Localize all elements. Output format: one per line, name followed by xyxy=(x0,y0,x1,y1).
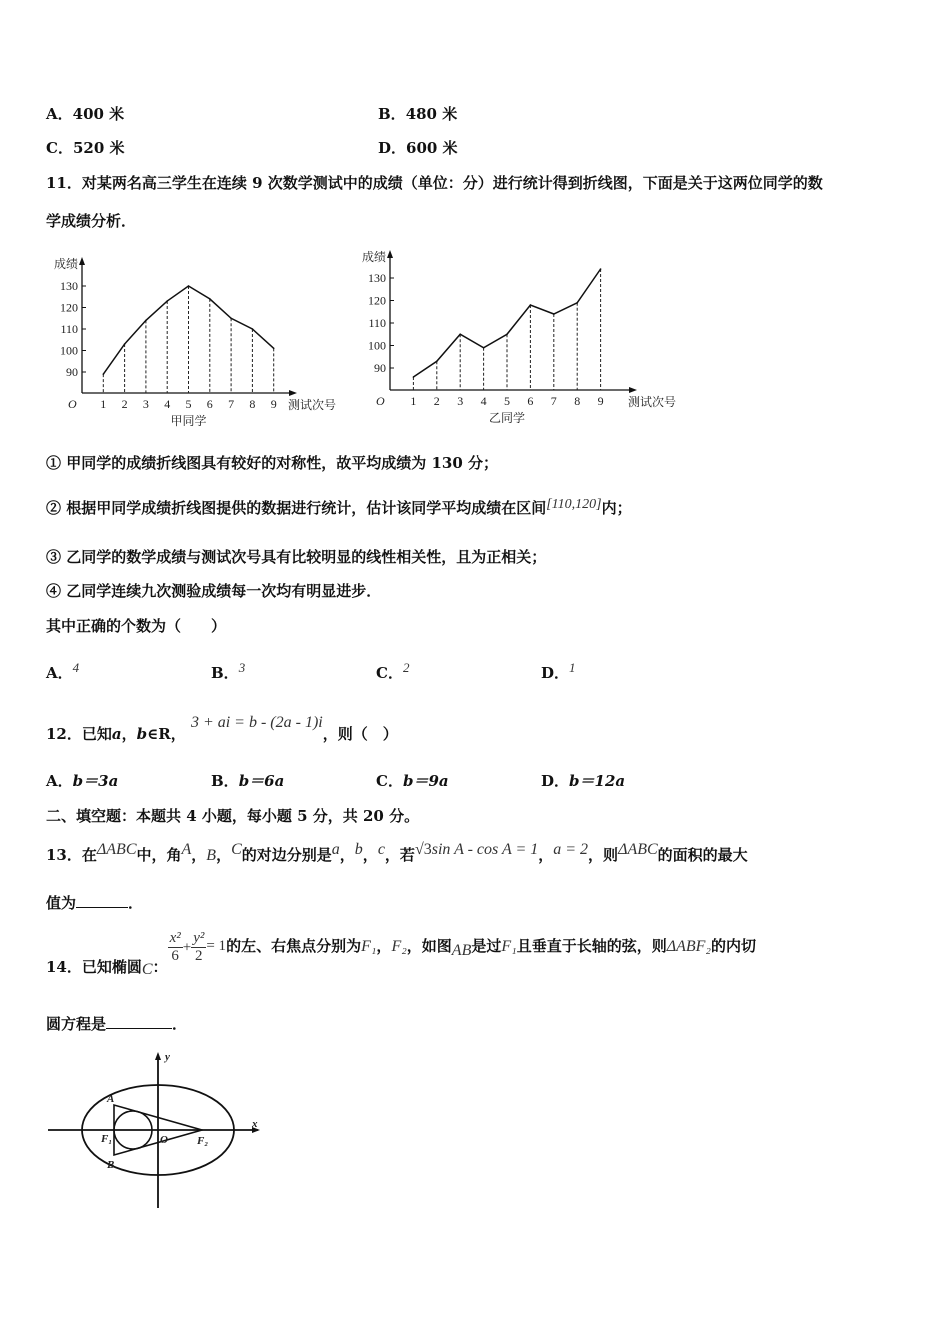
q10-option-d: D．600 米 xyxy=(378,139,458,157)
ellipse-figure xyxy=(44,1048,274,1213)
point-b-label: B xyxy=(107,1159,115,1171)
point-a-label: A xyxy=(107,1093,115,1105)
q11-statement-4: ④ 乙同学连续九次测验成绩每一次均有明显进步． xyxy=(46,582,382,600)
data-point xyxy=(576,302,578,304)
x-axis-arrow xyxy=(629,387,637,393)
q12-option-b: B．b＝6a xyxy=(211,772,285,790)
f2-label: F₂ xyxy=(197,1135,209,1147)
y-tick-label: 90 xyxy=(374,361,386,375)
q12-option-d: D．b＝12a xyxy=(541,772,626,790)
data-point xyxy=(230,317,232,319)
origin-label: O xyxy=(160,1134,168,1146)
y-tick-label: 110 xyxy=(60,322,78,336)
series-line xyxy=(103,286,273,374)
x-axis-label: 测试次号 xyxy=(288,398,337,412)
y-axis-arrow xyxy=(79,257,85,265)
y-axis-arrow xyxy=(387,250,393,258)
data-point xyxy=(459,333,461,335)
q10-option-c: C．520 米 xyxy=(46,139,125,157)
x-axis-arrow xyxy=(289,390,297,396)
x-tick-label: 4 xyxy=(480,394,487,408)
q11-option-c: C．2 xyxy=(376,660,410,682)
q11-statement-3: ③ 乙同学的数学成绩与测试次号具有比较明显的线性相关性，且为正相关； xyxy=(46,548,547,566)
q11-stem-line2: 学成绩分析． xyxy=(46,212,137,230)
data-point xyxy=(166,300,168,302)
y-tick-label: 130 xyxy=(368,271,386,285)
y-label: y xyxy=(165,1051,170,1063)
x-tick-label: 1 xyxy=(100,397,107,411)
q11-ask: 其中正确的个数为（ ） xyxy=(46,617,227,635)
x-tick-label: 8 xyxy=(249,397,256,411)
x-tick-label: 6 xyxy=(527,394,534,408)
q11-option-a: A．4 xyxy=(46,660,80,682)
data-point xyxy=(553,313,555,315)
data-point xyxy=(600,268,602,270)
data-point xyxy=(530,304,532,306)
q12-equation: 3 + ai = b - (2a - 1)i xyxy=(190,714,323,731)
q11-stem-line1: 11．对某两名高三学生在连续 9 次数学测试中的成绩（单位：分）进行统计得到折线图，下面是关于这两位同学的数 xyxy=(46,174,823,192)
q13-stem: 13．在ΔABC中，角A，B，C的对边分别是a，b，c，若√3sin A - cos A = 1，a = 2，则ΔABC的面积的最大 xyxy=(46,841,748,864)
x-tick-label: 3 xyxy=(457,394,464,408)
q13-answer-blank xyxy=(76,895,128,908)
x-tick-label: 2 xyxy=(121,397,128,411)
data-point xyxy=(209,298,211,300)
q13-line2: 值为 ． xyxy=(46,894,144,912)
origin-label: O xyxy=(376,394,385,408)
q11-statement-2: ② 根据甲同学成绩折线图提供的数据进行统计，估计该同学平均成绩在区间[110,120]内； xyxy=(46,497,632,517)
data-point xyxy=(273,348,275,350)
q11-option-d: D．1 xyxy=(541,660,576,682)
x-axis-label: 测试次号 xyxy=(628,395,677,409)
data-point xyxy=(103,373,105,375)
section-2-heading: 二、填空题：本题共 4 小题，每小题 5 分，共 20 分。 xyxy=(46,807,420,825)
interval-110-120: [110,120] xyxy=(546,497,602,512)
chart-title: 甲同学 xyxy=(170,414,207,428)
y-tick-label: 130 xyxy=(60,279,78,293)
data-point xyxy=(252,328,254,330)
x-tick-label: 5 xyxy=(185,397,192,411)
data-point xyxy=(124,343,126,345)
x-label: x xyxy=(252,1118,258,1130)
q14-answer-blank xyxy=(106,1016,172,1029)
data-point xyxy=(188,285,190,287)
y-tick-label: 120 xyxy=(60,300,78,315)
q10-option-a: A．400 米 xyxy=(46,105,125,123)
chart-title: 乙同学 xyxy=(488,411,526,425)
q14-line2: 圆方程是 ． xyxy=(46,1015,188,1033)
q14-stem: 14．已知椭圆C： $\frac{\text{x²}}{6}$ + $\frac{\text{y²}}{2}$ = 1的左、右焦点分别为F₁，F₂，如图AB是过F₁且垂直于长轴的弦，则ΔABF₂的内切 xyxy=(46,930,757,978)
x-tick-label: 9 xyxy=(597,394,604,408)
y-tick-label: 120 xyxy=(368,293,386,308)
x-tick-label: 6 xyxy=(206,397,213,411)
data-point xyxy=(436,360,438,362)
data-point xyxy=(145,320,147,322)
y-tick-label: 100 xyxy=(368,338,386,353)
q11-option-b: B．3 xyxy=(211,660,246,682)
data-point xyxy=(413,376,415,378)
q12-option-c: C．b＝9a xyxy=(376,772,449,790)
y-tick-label: 100 xyxy=(60,343,78,358)
x-tick-label: 4 xyxy=(164,397,171,411)
y-tick-label: 90 xyxy=(66,365,78,379)
q12-stem: 12．已知a，b∈R， 3 + ai = b - (2a - 1)i，则（ ） xyxy=(46,714,398,743)
chart-jia xyxy=(40,250,370,430)
f1-label: F₁ xyxy=(101,1133,113,1145)
y-axis-arrow xyxy=(155,1052,161,1060)
y-axis-label: 成绩 xyxy=(54,257,79,271)
y-tick-label: 110 xyxy=(368,316,386,330)
chart-yi xyxy=(350,243,680,433)
q10-option-b: B．480 米 xyxy=(378,105,458,123)
x-tick-label: 9 xyxy=(270,397,277,411)
data-point xyxy=(506,333,508,335)
y-axis-label: 成绩 xyxy=(362,250,387,264)
data-point xyxy=(483,347,485,349)
q12-option-a: A．b＝3a xyxy=(46,772,119,790)
x-tick-label: 5 xyxy=(504,394,510,408)
x-tick-label: 8 xyxy=(574,394,581,408)
x-tick-label: 1 xyxy=(410,394,417,408)
x-tick-label: 2 xyxy=(433,394,440,408)
x-tick-label: 3 xyxy=(142,397,149,411)
x-tick-label: 7 xyxy=(550,394,557,408)
x-tick-label: 7 xyxy=(228,397,235,411)
q11-statement-1: ① 甲同学的成绩折线图具有较好的对称性，故平均成绩为 130 分； xyxy=(46,454,498,472)
origin-label: O xyxy=(68,397,77,411)
